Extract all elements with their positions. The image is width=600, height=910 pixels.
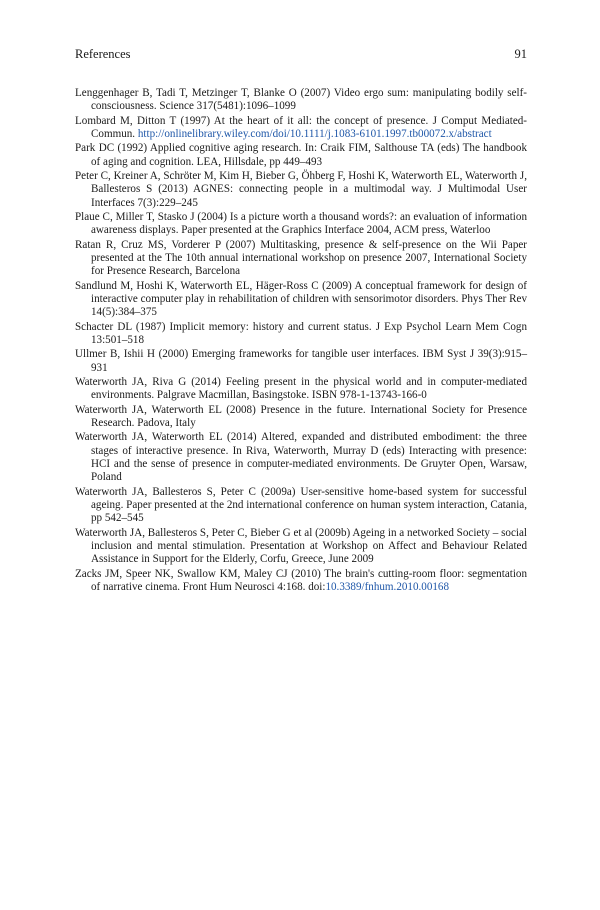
reference-text: Waterworth JA, Ballesteros S, Peter C, Bieber G et al (2009b) Ageing in a networked Society – social inclusion and mental stimulation. Presentation at Workshop on Affect and Behaviour Related Assistance in Support for the Elderly, Corfu, Greece, June 2009 [75, 526, 527, 566]
page-number: 91 [514, 47, 527, 61]
reference-item [75, 376, 527, 403]
reference-item [75, 115, 527, 142]
reference-item [75, 170, 527, 210]
running-head [75, 47, 527, 61]
reference-text: Waterworth JA, Waterworth EL (2008) Presence in the future. International Society for Presence Research. Padova, Italy [75, 403, 527, 430]
reference-link[interactable]: http://onlinelibrary.wiley.com/doi/10.1111/j.1083-6101.1997.tb00072.x/abstract [137, 127, 492, 140]
reference-text: Waterworth JA, Waterworth EL (2014) Altered, expanded and distributed embodiment: the three stages of interactive presence. In Riva, Waterworth, Murray D (eds) Interacting with presence: HCI and the sense of presence in computer-mediated environments. De Gruyter Open, Warsaw, Poland [75, 431, 527, 484]
reference-text: Lombard M, Ditton T (1997) At the heart of it all: the concept of presence. J Comput Mediated-Commun. [75, 114, 527, 140]
reference-item [75, 486, 527, 526]
reference-item [75, 348, 527, 375]
reference-item [75, 321, 527, 348]
reference-item [75, 239, 527, 279]
reference-text: Lenggenhager B, Tadi T, Metzinger T, Blanke O (2007) Video ergo sum: manipulating bodily self-consciousness. Science 317(5481):1096–1099 [75, 87, 527, 113]
reference-text: Zacks JM, Speer NK, Swallow KM, Maley CJ (2010) The brain's cutting-room floor: segmentation of narrative cinema. Front Hum Neurosci 4:168. doi: [75, 567, 527, 593]
reference-item [75, 142, 527, 169]
reference-text: Plaue C, Miller T, Stasko J (2004) Is a picture worth a thousand words?: an evaluation of information awareness displays. Paper presented at the Graphics Interface 2004, ACM press, Waterloo [75, 211, 527, 237]
reference-text: Peter C, Kreiner A, Schröter M, Kim H, Bieber G, Öhberg F, Hoshi K, Waterworth EL, Waterworth J, Ballesteros S (2013) AGNES: connecting people in a multimodal way. J Multimodal User Interfaces 7(3):229–245 [75, 170, 527, 209]
reference-item [75, 431, 527, 484]
reference-list [75, 87, 527, 595]
reference-item [75, 527, 527, 567]
reference-text: Ratan R, Cruz MS, Vorderer P (2007) Multitasking, presence & self-presence on the Wii Paper presented at the The 10th annual international workshop on presence 2007, International Society for Presence Research, Barcelona [75, 238, 527, 278]
reference-text: Waterworth JA, Riva G (2014) Feeling present in the physical world and in computer-mediated environments. Palgrave Macmillan, Basingstoke. ISBN 978-1-13743-166-0 [75, 376, 527, 402]
reference-item [75, 280, 527, 320]
reference-item [75, 404, 527, 431]
reference-doi-link[interactable]: 10.3389/fnhum.2010.00168 [325, 581, 450, 593]
reference-text: Ullmer B, Ishii H (2000) Emerging frameworks for tangible user interfaces. IBM Syst J 39(3):915–931 [75, 348, 527, 374]
reference-text: Schacter DL (1987) Implicit memory: history and current status. J Exp Psychol Learn Mem Cogn 13:501–518 [75, 320, 527, 346]
section-title: References [75, 47, 131, 61]
reference-text: Sandlund M, Hoshi K, Waterworth EL, Häger-Ross C (2009) A conceptual framework for design of interactive computer play in rehabilitation of children with sensorimotor disorders. Phys Ther Rev 14(5):384–375 [75, 279, 527, 319]
reference-text: Waterworth JA, Ballesteros S, Peter C (2009a) User-sensitive home-based system for successful ageing. Paper presented at the 2nd international conference on human system interaction, Catania, pp 542–545 [75, 485, 527, 525]
reference-item [75, 87, 527, 114]
reference-text: Park DC (1992) Applied cognitive aging research. In: Craik FIM, Salthouse TA (eds) The handbook of aging and cognition. LEA, Hillsdale, pp 449–493 [75, 142, 527, 168]
reference-item [75, 211, 527, 238]
reference-item [75, 568, 527, 595]
